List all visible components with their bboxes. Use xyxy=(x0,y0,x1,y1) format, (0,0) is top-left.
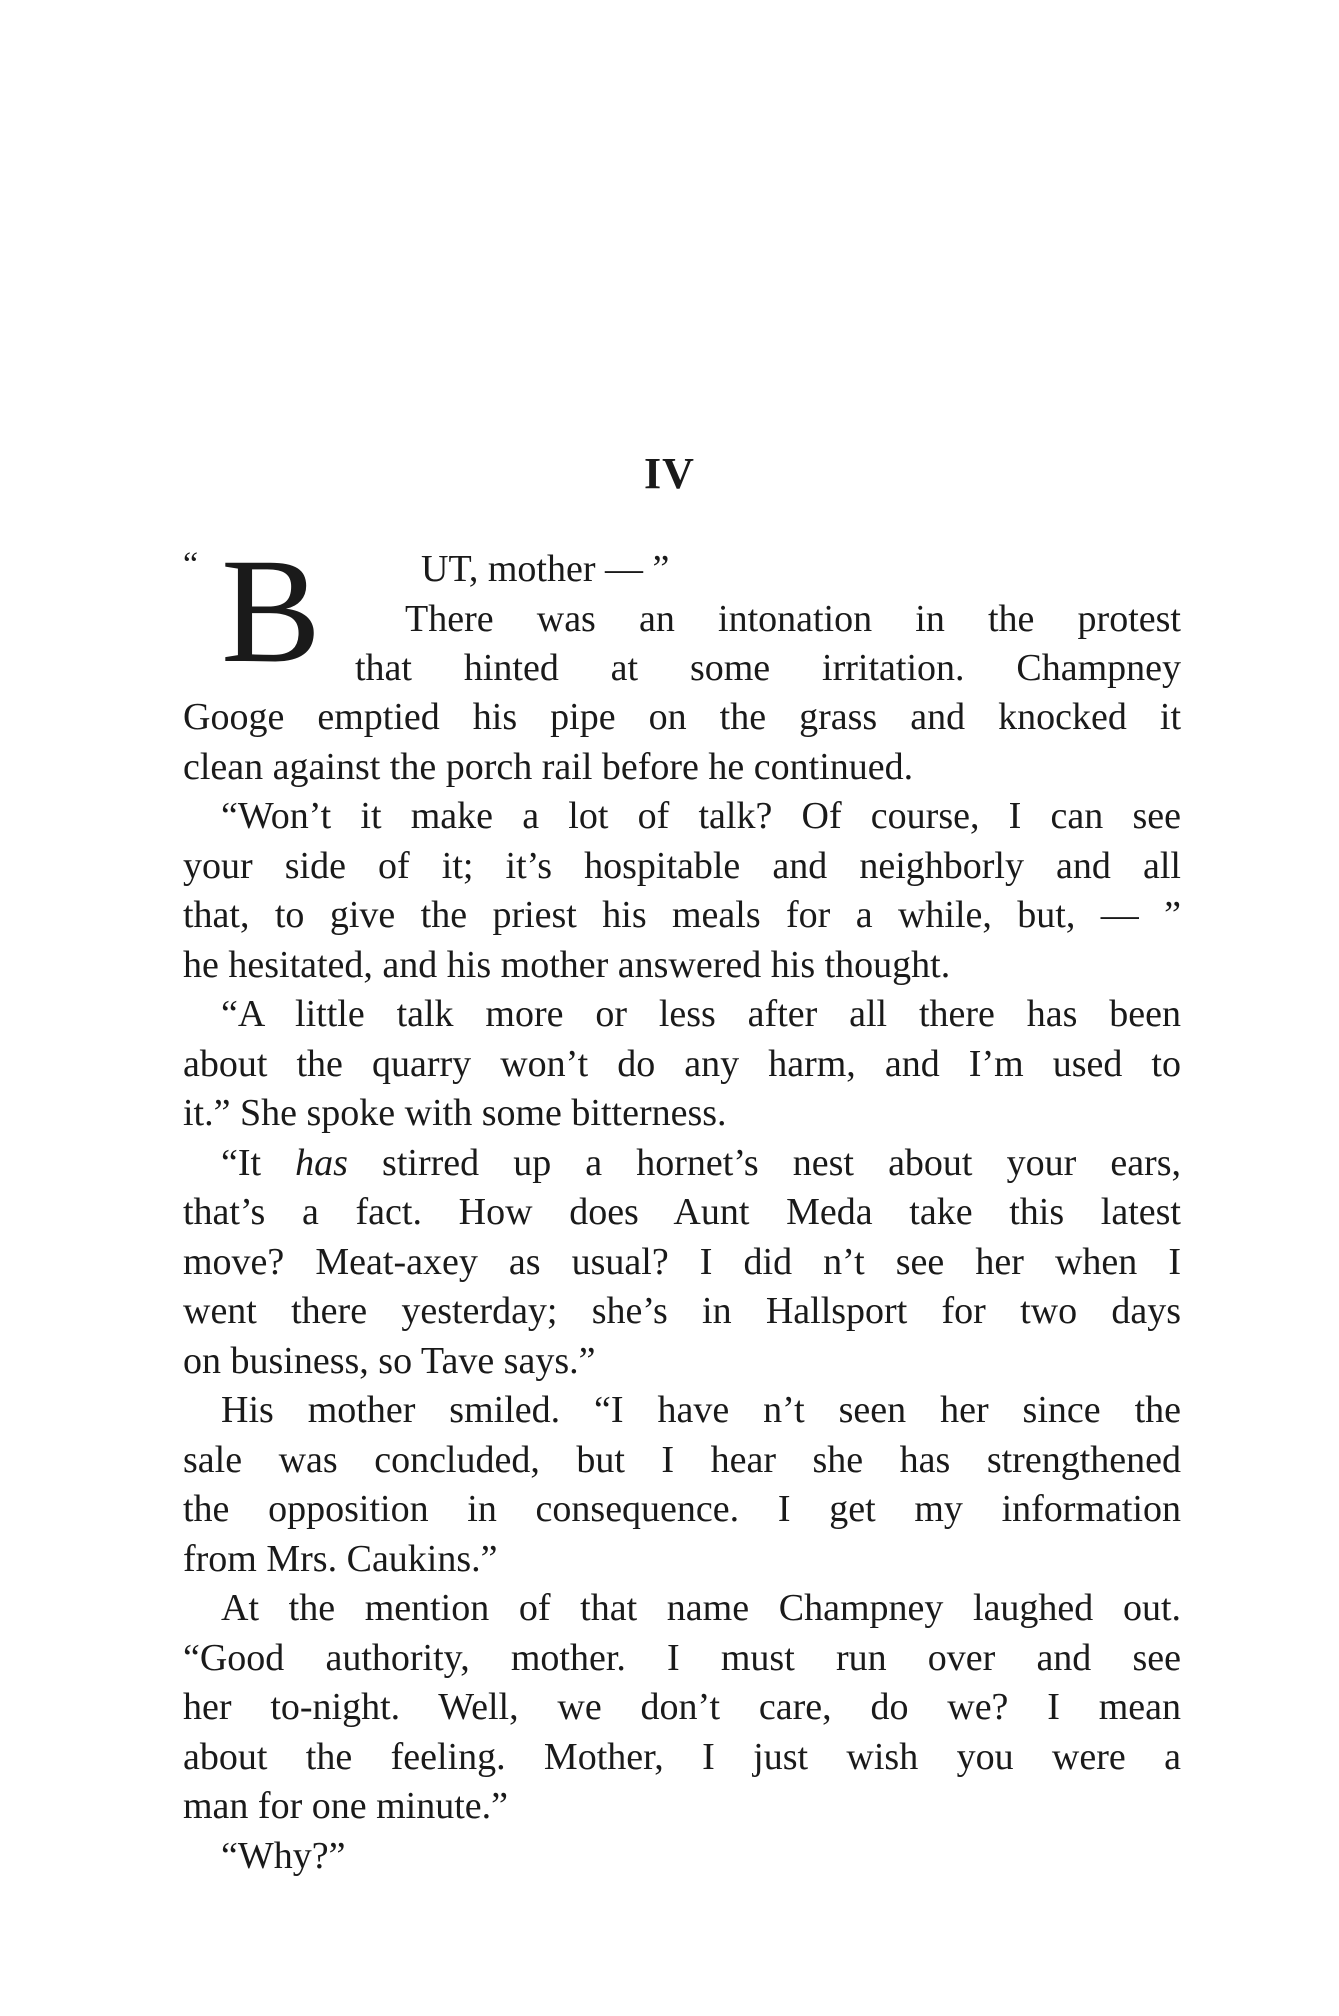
text-line: about the feeling. Mother, I just wish you were a xyxy=(183,1735,1181,1778)
text-line: that hinted at some irritation. Champney xyxy=(355,647,1181,689)
text-line: on business, so Tave says.” xyxy=(183,1339,596,1382)
text-line: about the quarry won’t do any harm, and I’m used to xyxy=(183,1042,1181,1085)
opening-quote-mark: “ xyxy=(183,546,199,583)
text-line: it.” She spoke with some bitterness. xyxy=(183,1092,727,1134)
body-text xyxy=(183,528,1181,1881)
text-line: man for one minute.” xyxy=(183,1785,509,1827)
text-segment: “It xyxy=(221,1141,296,1184)
text-line: he hesitated, and his mother answered his thought. xyxy=(183,943,951,986)
text-segment: stirred up a hornet’s nest about your ears, xyxy=(347,1141,1181,1184)
text-line: There was an intonation in the protest xyxy=(405,597,1181,640)
text-line: from Mrs. Caukins.” xyxy=(183,1537,498,1580)
text-lines xyxy=(183,693,1181,1881)
text-line: His mother smiled. “I have n’t seen her since the xyxy=(221,1389,1181,1431)
text-line: the opposition in consequence. I get my information xyxy=(183,1488,1181,1530)
text-line: At the mention of that name Champney laughed out. xyxy=(221,1587,1181,1629)
text-line: that’s a fact. How does Aunt Meda take this latest xyxy=(183,1191,1181,1233)
text-line: your side of it; it’s hospitable and neighborly and all xyxy=(183,844,1181,887)
opening-paragraph xyxy=(183,528,1181,694)
text-line: “Why?” xyxy=(221,1834,346,1877)
text-line: move? Meat-axey as usual? I did n’t see her when I xyxy=(183,1240,1181,1283)
text-line: sale was concluded, but I hear she has strengthened xyxy=(183,1438,1181,1481)
text-line xyxy=(183,1139,1181,1189)
text-line: went there yesterday; she’s in Hallsport for two days xyxy=(183,1290,1181,1332)
text-line: UT, mother — ” xyxy=(421,548,670,590)
text-line: “Won’t it make a lot of talk? Of course, I can see xyxy=(221,795,1181,837)
text-line: that, to give the priest his meals for a while, but, — ” xyxy=(183,894,1181,936)
drop-cap: B xyxy=(221,528,322,694)
text-line: clean against the porch rail before he continued. xyxy=(183,745,914,788)
text-line: “A little talk more or less after all there has been xyxy=(221,993,1181,1035)
text-line: her to-night. Well, we don’t care, do we? I mean xyxy=(183,1686,1181,1728)
chapter-heading: IV xyxy=(644,449,695,498)
text-line: Googe emptied his pipe on the grass and knocked it xyxy=(183,696,1181,738)
text-line: “Good authority, mother. I must run over and see xyxy=(183,1636,1181,1679)
emphasized-word: has xyxy=(295,1141,348,1184)
